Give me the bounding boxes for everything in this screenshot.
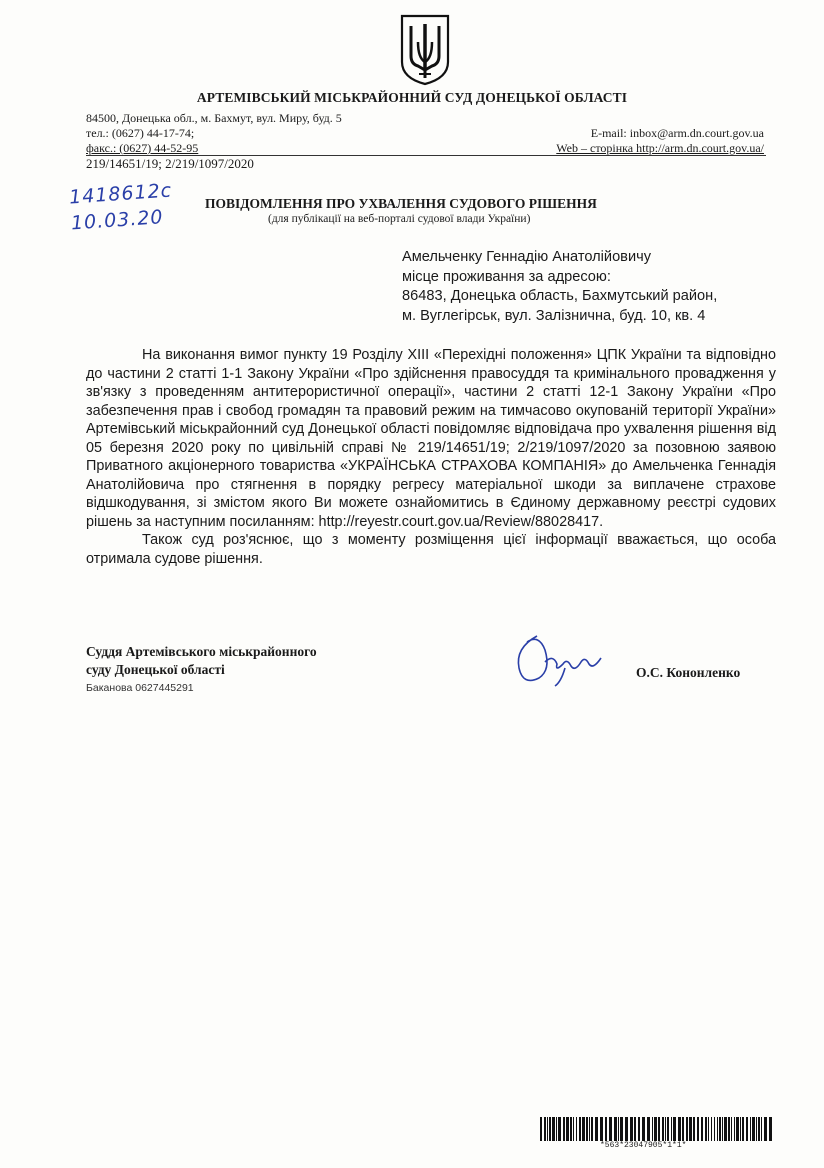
court-contacts (86, 110, 776, 155)
addressee-line: місце проживання за адресою: (402, 268, 611, 285)
court-address: 84500, Донецька обл., м. Бахмут, вул. Миру, буд. 5 (86, 111, 342, 125)
court-phone: тел.: (0627) 44-17-74; (86, 126, 195, 140)
addressee-line: 86483, Донецька область, Бахмутський район, (402, 288, 718, 304)
court-website-link[interactable]: Web – сторінка http://arm.dn.court.gov.ua/ (556, 141, 764, 155)
barcode-icon (540, 1117, 775, 1141)
body-paragraph: На виконання вимог пункту 19 Розділу XIII «Перехідні положення» ЦПК України та відповідно до частини 2 статті 1-1 Закону України «Про здійснення правосуддя та кримінального провадження у зв'язку з проведенням антитерористичної операції», частини 2 статті 12-1 Закону України «Про забезпечення прав і свобод громадян та правовий режим на тимчасово окупованій території України» Артемівський міськрайонний суд Донецької області повідомляє відповідача про ухвалення рішення від 05 березня 2020 року по цивільній справі № 219/14651/19; 2/219/1097/2020 за позовною заявою Приватного акціонерного товариства «УКРАЇНСЬКА СТРАХОВА КОМПАНІЯ» до Амельченка Геннадія Анатолійовича про стягнення в порядку регресу матеріальної шкоди за виплачене страхове відшкодування, зі змістом якого Ви можете ознайомитись в Єдиному державному реєстрі судових рішень за наступним посиланням: http://reyestr.court.gov.ua/Review/88028417. (86, 347, 776, 530)
case-numbers: 219/14651/19; 2/219/1097/2020 (86, 156, 254, 171)
judge-title-line: Суддя Артемівського міськрайонного (86, 644, 317, 659)
body-paragraph: Також суд роз'яснює, що з моменту розміщення цієї інформації вважається, що особа отримала судове рішення. (86, 532, 776, 567)
handwritten-signature-icon (505, 628, 615, 690)
notice-title: ПОВІДОМЛЕННЯ ПРО УХВАЛЕННЯ СУДОВОГО РІШЕННЯ (205, 196, 597, 211)
trident-coat-of-arms-icon (398, 12, 452, 86)
handwritten-date: 10.03.20 (70, 206, 165, 235)
court-email[interactable]: E-mail: inbox@arm.dn.court.gov.ua (590, 126, 764, 140)
addressee-line: м. Вуглегірськ, вул. Залізнична, буд. 10, кв. 4 (402, 307, 706, 324)
clerk-contact: Баканова 0627445291 (86, 682, 194, 694)
addressee-block (402, 248, 717, 326)
handwritten-registration (68, 177, 174, 236)
notice-subtitle: (для публікації на веб-порталі судової влади України) (268, 213, 531, 225)
court-fax: факс.: (0627) 44-52-95 (86, 141, 199, 155)
judge-title (86, 643, 317, 679)
signer-name: О.С. Кононленко (636, 665, 741, 680)
judge-title-line: суду Донецької області (86, 662, 225, 677)
addressee-name: Амельченку Геннадію Анатолійовичу (402, 249, 651, 265)
notice-body (86, 346, 776, 568)
court-name: АРТЕМІВСЬКИЙ МІСЬКРАЙОННИЙ СУД ДОНЕЦЬКОЇ ОБЛАСТІ (196, 90, 628, 105)
handwritten-reg-number: 1418612с (68, 179, 173, 209)
barcode-text: *563*23047905*1*1* (600, 1141, 687, 1150)
